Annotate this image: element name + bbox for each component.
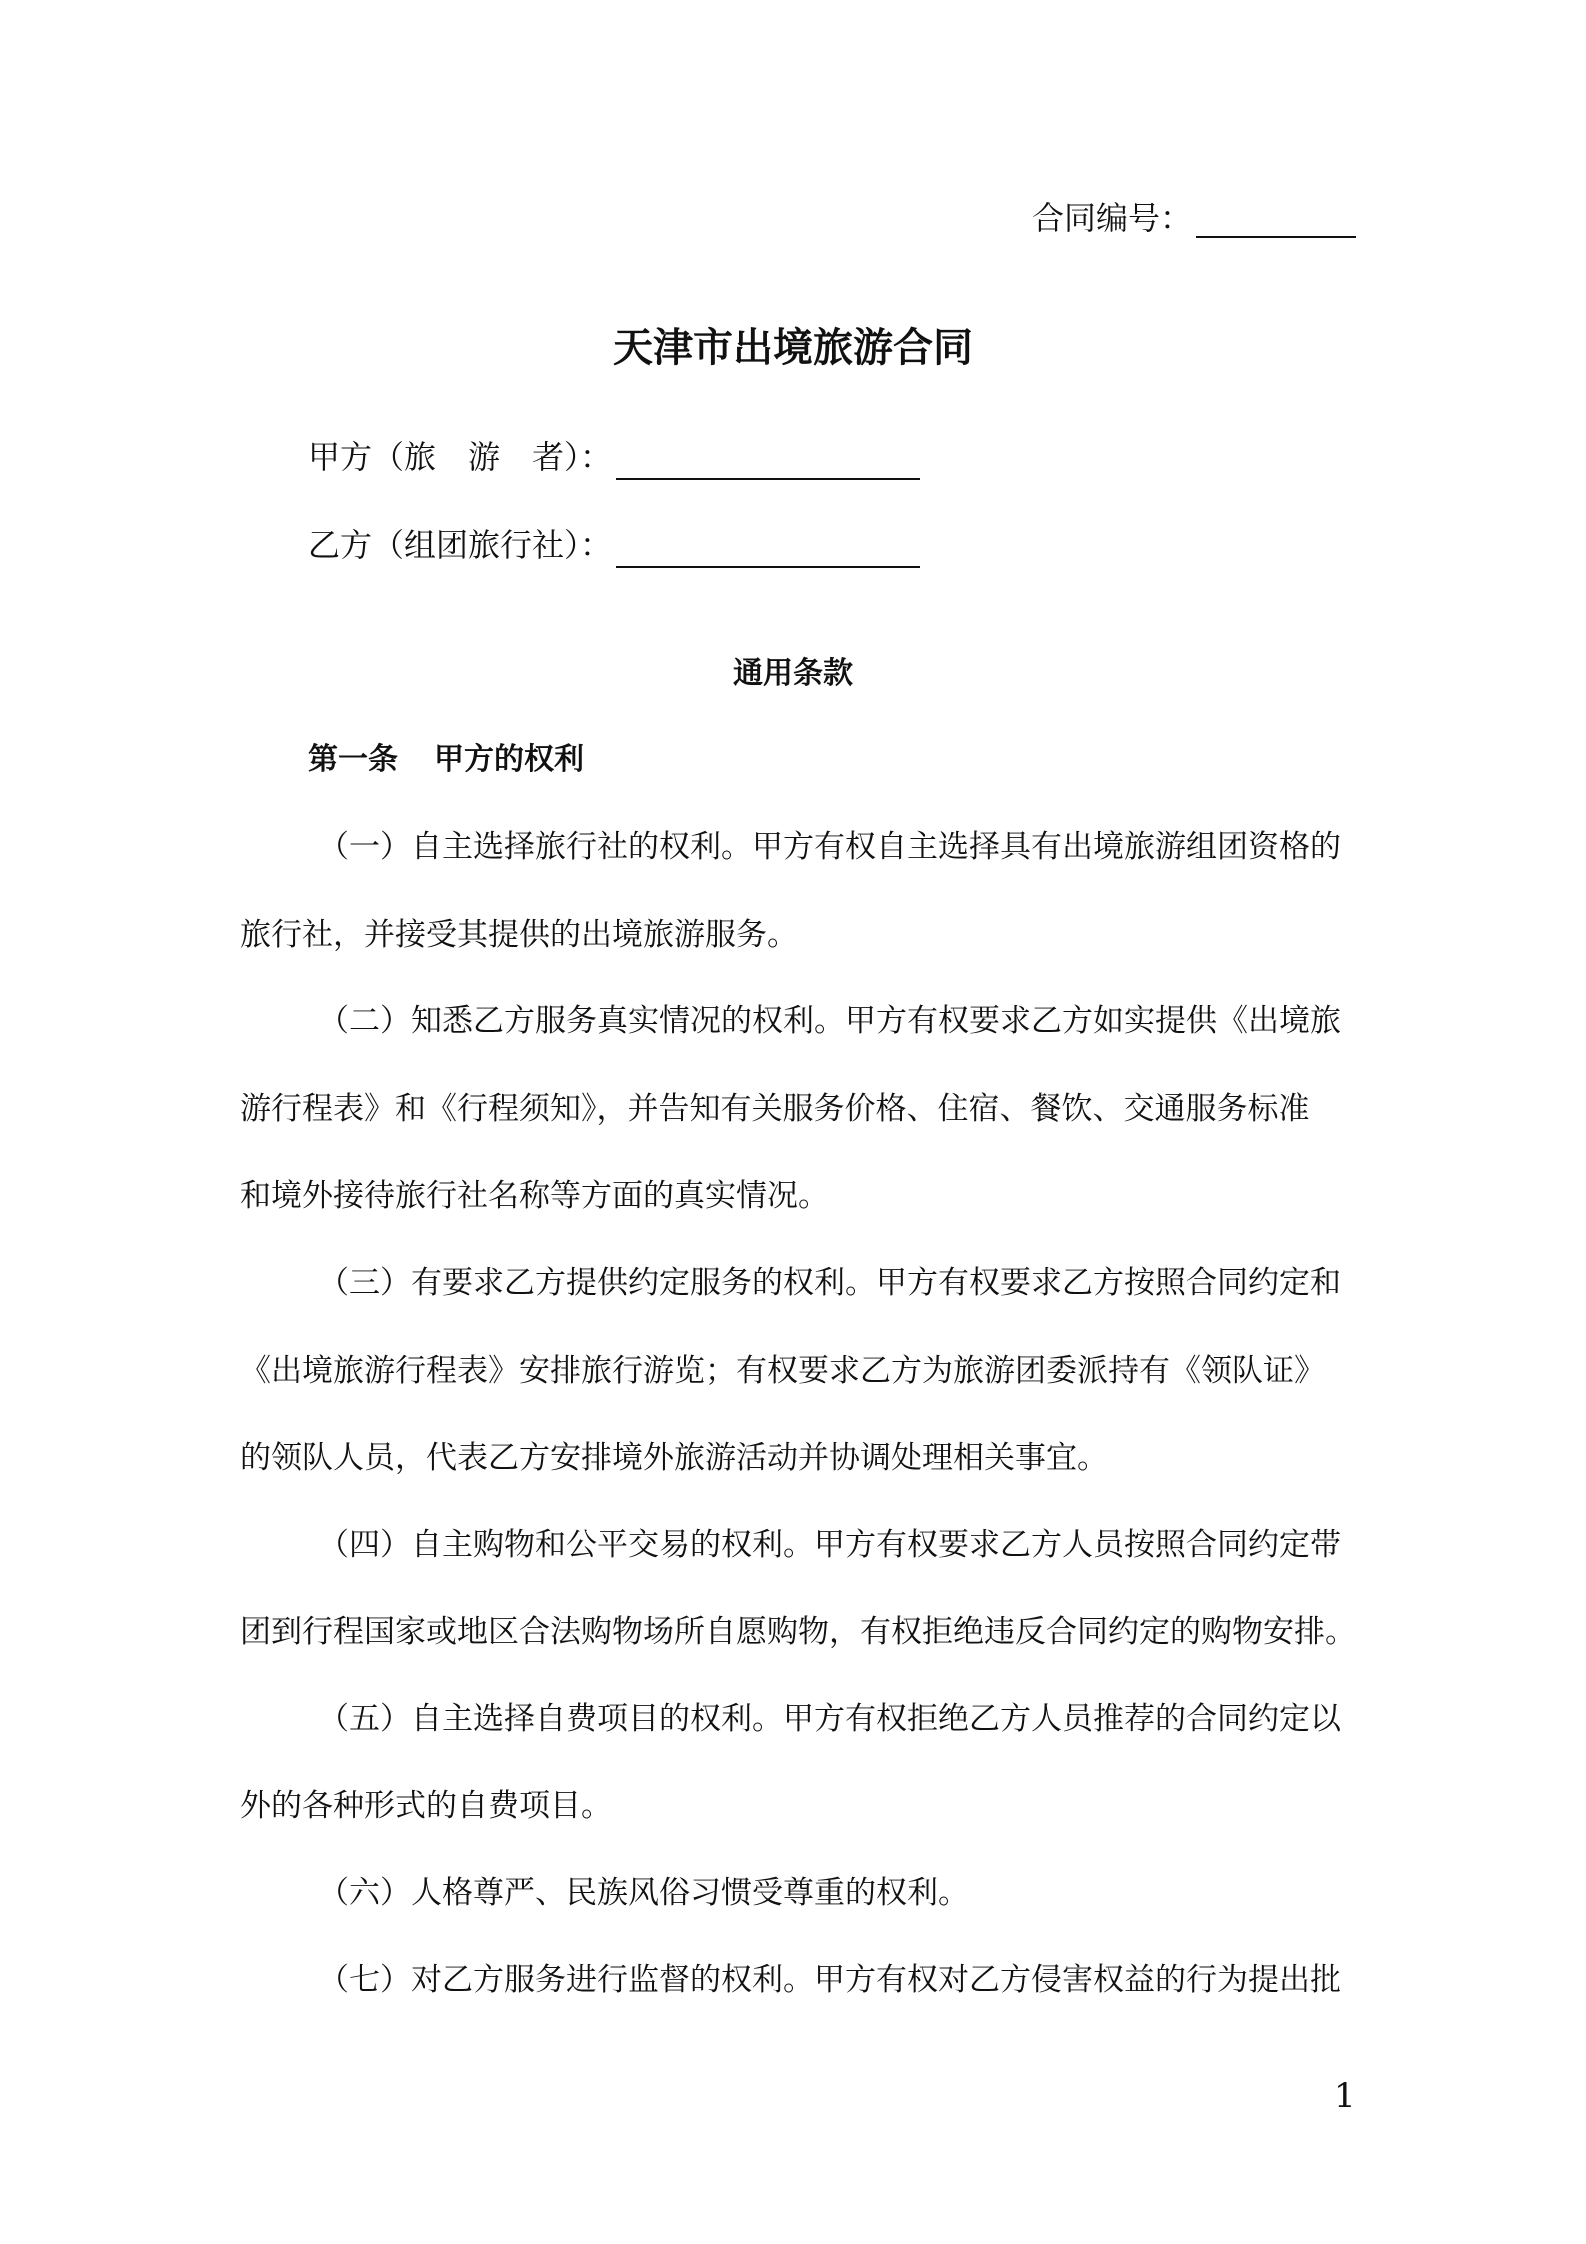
article-heading <box>308 740 584 780</box>
contract-number <box>1032 198 1356 238</box>
body-line: 和境外接待旅行社名称等方面的真实情况。 <box>240 1178 829 1214</box>
body-line: 游行程表》和《行程须知》，并告知有关服务价格、住宿、餐饮、交通服务标准 <box>240 1091 1310 1127</box>
body-line: （五）自主选择自费项目的权利。甲方有权拒绝乙方人员推荐的合同约定以 <box>318 1701 1341 1737</box>
section-heading: 通用条款 <box>733 656 853 691</box>
contract-number-label: 合同编号： <box>1032 199 1193 237</box>
body-line: 外的各种形式的自费项目。 <box>240 1788 612 1824</box>
party-a-row <box>308 436 612 478</box>
page-number: 1 <box>1334 2076 1356 2116</box>
party-a-blank[interactable] <box>616 478 920 480</box>
document-title: 天津市出境旅游合同 <box>613 325 973 371</box>
party-b-label: 乙方（组团旅行社）： <box>308 526 613 564</box>
body-line: 《出境旅游行程表》安排旅行游览；有权要求乙方为旅游团委派持有《领队证》 <box>240 1353 1325 1389</box>
body-line: （四）自主购物和公平交易的权利。甲方有权要求乙方人员按照合同约定带 <box>318 1527 1341 1563</box>
body-line: （二）知悉乙方服务真实情况的权利。甲方有权要求乙方如实提供《出境旅 <box>318 1003 1341 1039</box>
body-line: 的领队人员，代表乙方安排境外旅游活动并协调处理相关事宜。 <box>240 1440 1108 1476</box>
body-line: 团到行程国家或地区合法购物场所自愿购物，有权拒绝违反合同约定的购物安排。 <box>240 1614 1356 1650</box>
party-a-label: 甲方（旅 游 者）： <box>308 438 613 476</box>
contract-number-blank[interactable] <box>1196 202 1356 238</box>
article-title: 甲方的权利 <box>434 742 584 777</box>
body-line: （六）人格尊严、民族风俗习惯受尊重的权利。 <box>318 1875 969 1911</box>
body-line: 旅行社，并接受其提供的出境旅游服务。 <box>240 917 798 953</box>
article-number: 第一条 <box>308 742 398 777</box>
body-line: （三）有要求乙方提供约定服务的权利。甲方有权要求乙方按照合同约定和 <box>318 1265 1341 1301</box>
body-line: （七）对乙方服务进行监督的权利。甲方有权对乙方侵害权益的行为提出批 <box>318 1962 1341 1998</box>
party-b-row <box>308 524 612 566</box>
party-b-blank[interactable] <box>616 566 920 568</box>
body-line: （一）自主选择旅行社的权利。甲方有权自主选择具有出境旅游组团资格的 <box>318 829 1341 865</box>
